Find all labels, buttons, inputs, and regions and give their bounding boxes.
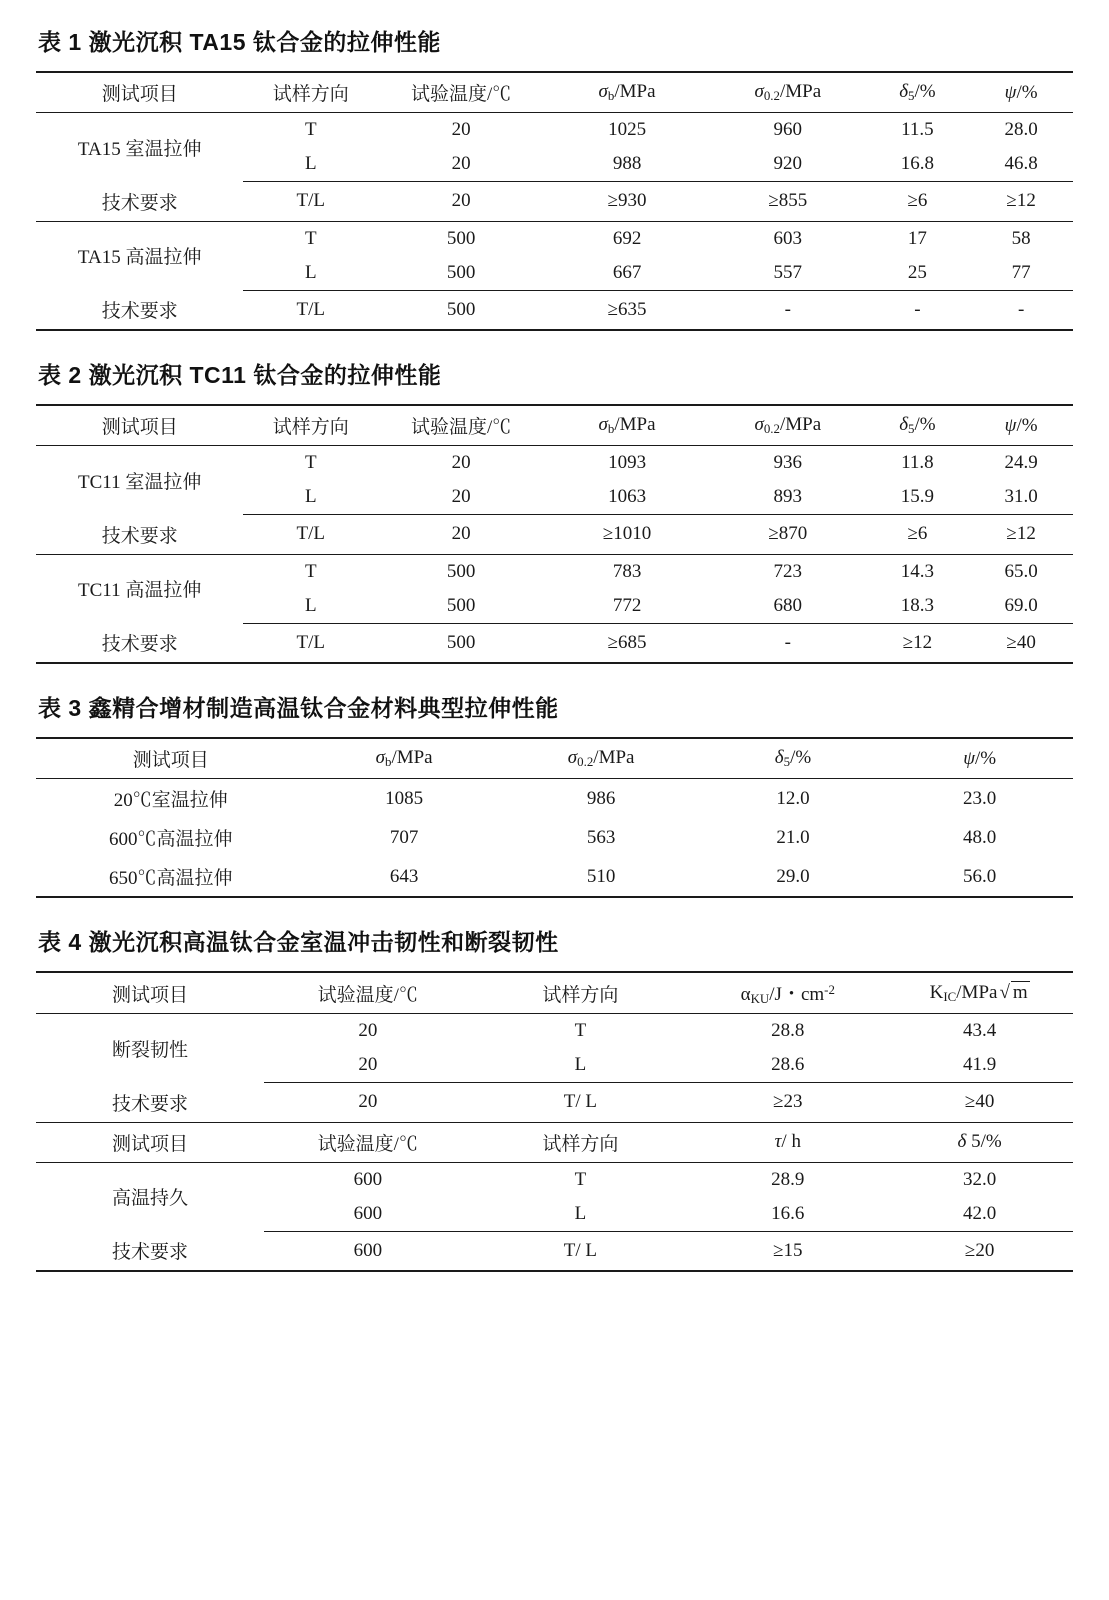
cell: 29.0 bbox=[700, 857, 887, 897]
table-header-row bbox=[36, 1122, 1073, 1162]
cell: T bbox=[305, 119, 317, 140]
table-block-1 bbox=[36, 24, 1073, 331]
row-group-label: 技术要求 bbox=[36, 1083, 264, 1123]
cell: 41.9 bbox=[886, 1048, 1073, 1083]
cell: 11.5 bbox=[901, 119, 934, 140]
cell: 643 bbox=[306, 857, 503, 897]
row-group-label: 断裂韧性 bbox=[112, 1039, 189, 1061]
cell: - bbox=[710, 290, 866, 330]
col-header: $\delta_5/\%$ bbox=[866, 405, 970, 446]
table-header-row bbox=[36, 738, 1073, 779]
table-2 bbox=[36, 404, 1073, 664]
cell: 20 bbox=[264, 1083, 471, 1123]
cell: 20 bbox=[378, 182, 544, 222]
cell: ≥1010 bbox=[544, 515, 710, 555]
cell: ≥20 bbox=[886, 1231, 1073, 1271]
row-group-label: TC11 室温拉伸 bbox=[78, 471, 202, 493]
cell: ≥855 bbox=[710, 182, 866, 222]
cell: 20 bbox=[451, 452, 471, 473]
cell: ≥15 bbox=[689, 1231, 886, 1271]
col-header: $K_{IC}$/MPa √ m bbox=[886, 972, 1073, 1014]
cell: 77 bbox=[969, 256, 1073, 291]
table-title-1: 表 1 激光沉积 TA15 钛合金的拉伸性能 bbox=[38, 29, 441, 55]
cell: T bbox=[574, 1168, 587, 1190]
cell: 24.9 bbox=[1004, 452, 1038, 473]
cell: 1025 bbox=[608, 119, 647, 140]
table-row bbox=[36, 182, 1073, 222]
cell: 25 bbox=[866, 256, 970, 291]
table-block-3 bbox=[36, 690, 1073, 898]
table-row bbox=[36, 1162, 1073, 1197]
table-row bbox=[36, 515, 1073, 555]
col-header: ψ/% bbox=[969, 405, 1073, 446]
table-title-4: 表 4 激光沉积高温钛合金室温冲击韧性和断裂韧性 bbox=[38, 929, 559, 955]
cell: 707 bbox=[389, 826, 419, 848]
cell: 20 bbox=[264, 1048, 471, 1083]
cell: 723 bbox=[773, 560, 803, 582]
cell: 17 bbox=[907, 227, 927, 249]
cell: 58 bbox=[1011, 227, 1031, 249]
cell: 69.0 bbox=[969, 589, 1073, 624]
cell: 43.4 bbox=[963, 1020, 997, 1042]
cell: 600 bbox=[353, 1168, 383, 1190]
cell: 16.6 bbox=[689, 1197, 886, 1232]
cell: 500 bbox=[378, 290, 544, 330]
cell: 563 bbox=[586, 826, 616, 848]
cell: 600 bbox=[264, 1197, 471, 1232]
cell: 48.0 bbox=[963, 826, 997, 848]
row-group-label: TC11 高温拉伸 bbox=[78, 580, 202, 602]
cell: 783 bbox=[612, 560, 642, 582]
col-header: 试样方向 bbox=[472, 1122, 690, 1162]
col-header: δ 5/% bbox=[886, 1122, 1073, 1162]
cell: T bbox=[305, 227, 317, 249]
row-group-label: TA15 室温拉伸 bbox=[77, 138, 202, 160]
row-group-label: 技术要求 bbox=[36, 515, 243, 555]
cell: 1085 bbox=[385, 787, 424, 809]
cell: ≥870 bbox=[710, 515, 866, 555]
cell: T/ L bbox=[472, 1231, 690, 1271]
cell: T bbox=[305, 452, 317, 473]
cell: 15.9 bbox=[866, 480, 970, 515]
cell: 600℃高温拉伸 bbox=[109, 829, 233, 850]
cell: 56.0 bbox=[886, 857, 1073, 897]
col-header: 测试项目 bbox=[36, 405, 243, 446]
cell: ≥6 bbox=[866, 515, 970, 555]
row-group-label: 技术要求 bbox=[36, 290, 243, 330]
cell: 20 bbox=[358, 1020, 378, 1042]
cell: 23.0 bbox=[963, 787, 997, 809]
cell: ≥12 bbox=[969, 182, 1073, 222]
cell: ≥23 bbox=[689, 1083, 886, 1123]
cell: T/L bbox=[243, 290, 378, 330]
cell: 42.0 bbox=[886, 1197, 1073, 1232]
cell: 31.0 bbox=[969, 480, 1073, 515]
cell: 20℃室温拉伸 bbox=[113, 790, 228, 811]
cell: 28.0 bbox=[1004, 119, 1038, 140]
cell: ≥40 bbox=[969, 623, 1073, 663]
col-header: 试验温度/℃ bbox=[378, 72, 544, 113]
col-header: 测试项目 bbox=[36, 1122, 264, 1162]
col-header: ψ/% bbox=[969, 72, 1073, 113]
col-header: τ/ h bbox=[689, 1122, 886, 1162]
cell: ≥6 bbox=[866, 182, 970, 222]
col-header: 试样方向 bbox=[243, 72, 378, 113]
cell: 500 bbox=[378, 256, 544, 291]
cell: 20 bbox=[378, 147, 544, 182]
col-header: 测试项目 bbox=[36, 738, 306, 779]
cell: 936 bbox=[773, 452, 803, 473]
col-header: $\sigma_{0.2}$/MPa bbox=[710, 405, 866, 446]
table-row bbox=[36, 221, 1073, 256]
table-1 bbox=[36, 71, 1073, 331]
table-row bbox=[36, 779, 1073, 819]
cell: T/L bbox=[243, 182, 378, 222]
cell: 1093 bbox=[608, 452, 647, 473]
cell: 680 bbox=[710, 589, 866, 624]
cell: 16.8 bbox=[866, 147, 970, 182]
table-block-2 bbox=[36, 357, 1073, 664]
table-row bbox=[36, 113, 1073, 148]
col-header: 试验温度/℃ bbox=[378, 405, 544, 446]
cell: 21.0 bbox=[776, 826, 810, 848]
cell: 600 bbox=[264, 1231, 471, 1271]
col-header: 试样方向 bbox=[472, 972, 690, 1014]
cell: 500 bbox=[446, 227, 476, 249]
cell: 510 bbox=[503, 857, 700, 897]
cell: 988 bbox=[544, 147, 710, 182]
col-header: ψ/% bbox=[886, 738, 1073, 779]
cell: ≥12 bbox=[866, 623, 970, 663]
table-row bbox=[36, 818, 1073, 857]
table-row bbox=[36, 1083, 1073, 1123]
table-4 bbox=[36, 971, 1073, 1272]
cell: T/ L bbox=[472, 1083, 690, 1123]
table-row bbox=[36, 1014, 1073, 1049]
cell: 667 bbox=[544, 256, 710, 291]
table-header-row bbox=[36, 405, 1073, 446]
cell: 18.3 bbox=[866, 589, 970, 624]
table-row bbox=[36, 857, 1073, 897]
col-header: $\sigma_b$/MPa bbox=[544, 72, 710, 113]
col-header: 试验温度/℃ bbox=[264, 1122, 471, 1162]
cell: 11.8 bbox=[901, 452, 934, 473]
cell: L bbox=[472, 1048, 690, 1083]
table-block-4 bbox=[36, 924, 1073, 1272]
col-header: 试样方向 bbox=[243, 405, 378, 446]
table-row bbox=[36, 554, 1073, 589]
cell: 557 bbox=[710, 256, 866, 291]
col-header: 测试项目 bbox=[36, 972, 264, 1014]
cell: T/L bbox=[243, 515, 378, 555]
cell: 986 bbox=[586, 787, 616, 809]
cell: 20 bbox=[451, 119, 471, 140]
cell: T bbox=[305, 560, 317, 582]
cell: T/L bbox=[243, 623, 378, 663]
cell: L bbox=[243, 480, 378, 515]
col-header: $\alpha_{KU}/J$・$cm^{-2}$ bbox=[689, 972, 886, 1014]
row-group-label: 技术要求 bbox=[36, 1231, 264, 1271]
cell: 14.3 bbox=[900, 560, 935, 582]
table-row bbox=[36, 290, 1073, 330]
cell: 500 bbox=[378, 623, 544, 663]
col-header: $\sigma_{0.2}$/MPa bbox=[503, 738, 700, 779]
cell: L bbox=[243, 147, 378, 182]
cell: L bbox=[243, 256, 378, 291]
cell: 772 bbox=[544, 589, 710, 624]
table-title-2: 表 2 激光沉积 TC11 钛合金的拉伸性能 bbox=[38, 362, 442, 388]
row-group-label: 技术要求 bbox=[36, 623, 243, 663]
col-header: $\sigma_b$/MPa bbox=[306, 738, 503, 779]
cell: - bbox=[969, 290, 1073, 330]
col-header: $\sigma_b$/MPa bbox=[544, 405, 710, 446]
table-row bbox=[36, 446, 1073, 481]
table-row bbox=[36, 1231, 1073, 1271]
cell: 28.9 bbox=[771, 1168, 805, 1190]
cell: 12.0 bbox=[776, 787, 810, 809]
cell: - bbox=[866, 290, 970, 330]
cell: 20 bbox=[378, 515, 544, 555]
cell: 960 bbox=[773, 119, 803, 140]
cell: 46.8 bbox=[969, 147, 1073, 182]
cell: T bbox=[574, 1020, 587, 1042]
cell: ≥12 bbox=[969, 515, 1073, 555]
cell: 28.6 bbox=[689, 1048, 886, 1083]
cell: ≥635 bbox=[544, 290, 710, 330]
row-group-label: 技术要求 bbox=[36, 182, 243, 222]
cell: 1063 bbox=[544, 480, 710, 515]
table-row bbox=[36, 623, 1073, 663]
cell: L bbox=[243, 589, 378, 624]
col-header: 试验温度/℃ bbox=[264, 972, 471, 1014]
row-group-label: 高温持久 bbox=[112, 1188, 189, 1210]
col-header: $\delta_5/\%$ bbox=[866, 72, 970, 113]
cell: L bbox=[472, 1197, 690, 1232]
cell: ≥40 bbox=[886, 1083, 1073, 1123]
table-3 bbox=[36, 737, 1073, 898]
cell: 692 bbox=[612, 227, 642, 249]
col-header: $\delta_5/\%$ bbox=[700, 738, 887, 779]
cell: ≥685 bbox=[544, 623, 710, 663]
cell: 32.0 bbox=[963, 1168, 997, 1190]
cell: 920 bbox=[710, 147, 866, 182]
cell: - bbox=[710, 623, 866, 663]
row-group-label: TA15 高温拉伸 bbox=[77, 247, 202, 269]
cell: 28.8 bbox=[771, 1020, 805, 1042]
table-header-row bbox=[36, 72, 1073, 113]
cell: 893 bbox=[710, 480, 866, 515]
table-title-3: 表 3 鑫精合增材制造高温钛合金材料典型拉伸性能 bbox=[38, 695, 559, 721]
col-header: 测试项目 bbox=[36, 72, 243, 113]
cell: 500 bbox=[378, 589, 544, 624]
cell: 20 bbox=[378, 480, 544, 515]
cell: 603 bbox=[773, 227, 803, 249]
col-header: $\sigma_{0.2}$/MPa bbox=[710, 72, 866, 113]
cell: 650℃高温拉伸 bbox=[36, 857, 306, 897]
cell: ≥930 bbox=[544, 182, 710, 222]
cell: 65.0 bbox=[1004, 560, 1038, 582]
table-header-row bbox=[36, 972, 1073, 1014]
cell: 500 bbox=[446, 560, 476, 582]
